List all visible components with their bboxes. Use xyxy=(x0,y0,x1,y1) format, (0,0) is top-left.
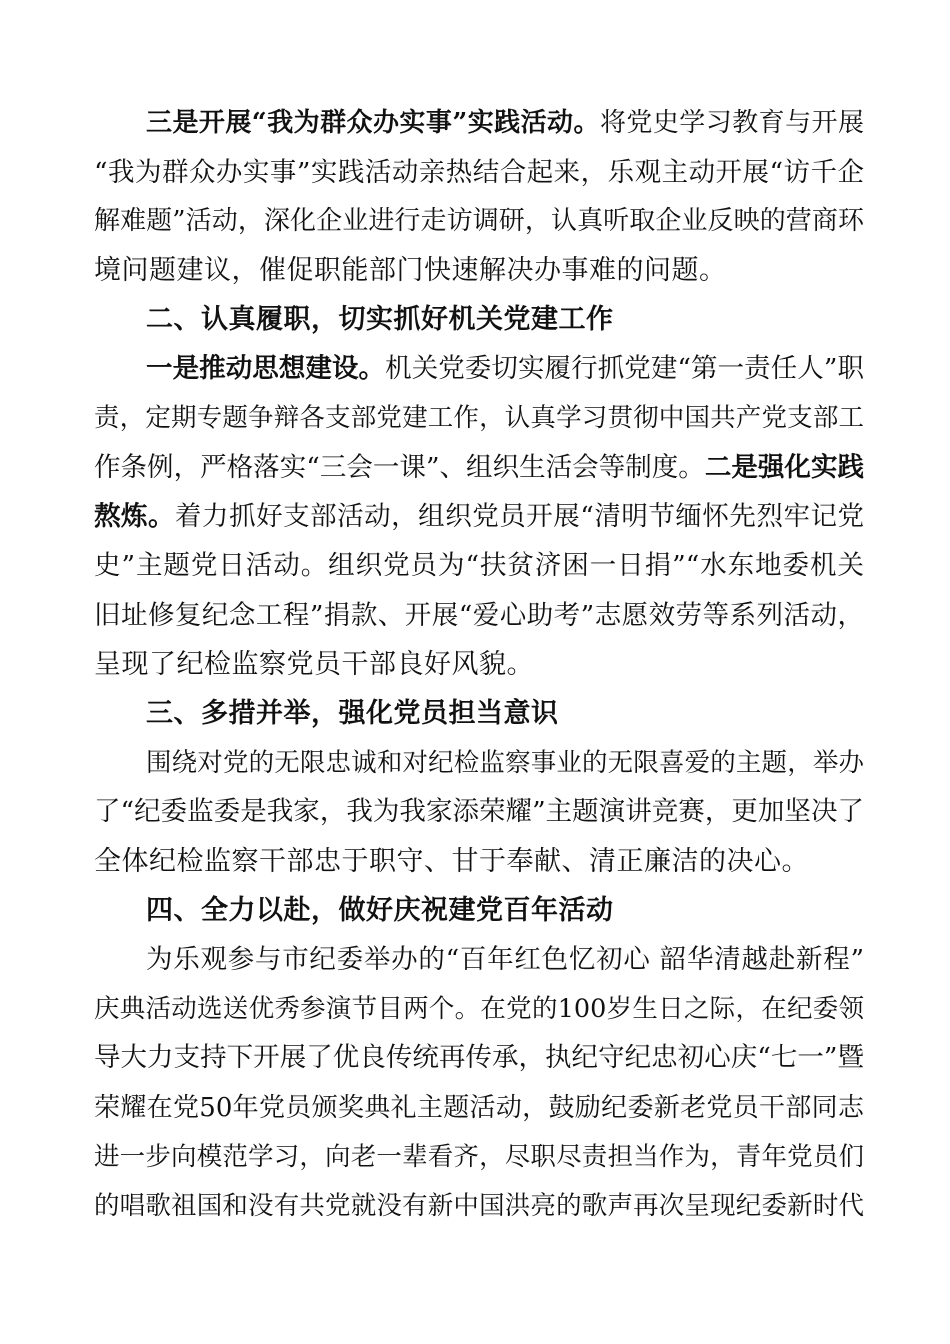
text-run: 机关党委切实履行抓党建“第一责任人”职 xyxy=(385,353,864,384)
paragraph-line: 史”主题党日活动。组织党员为“扶贫济困一日捐”“水东地委机关 xyxy=(94,550,864,581)
paragraph-line xyxy=(146,352,864,386)
paragraph-line: 呈现了纪检监察党员干部良好风貌。 xyxy=(94,649,534,680)
paragraph-line: 荣耀在党50年党员颁奖典礼主题活动，鼓励纪委新老党员干部同志 xyxy=(94,1093,864,1123)
paragraph-line xyxy=(146,106,864,140)
paragraph-line xyxy=(94,500,864,534)
section-heading: 三、多措并举，强化党员担当意识 xyxy=(146,698,559,729)
text-run: 将党史学习教育与开展 xyxy=(599,108,864,138)
paragraph-line xyxy=(94,451,864,485)
paragraph-line: “我为群众办实事”实践活动亲热结合起来，乐观主动开展“访千企 xyxy=(94,157,864,188)
text-run: 着力抓好支部活动，组织党员开展“清明节缅怀先烈牢记党 xyxy=(175,501,864,532)
paragraph-line: 解难题”活动，深化企业进行走访调研，认真听取企业反映的营商环 xyxy=(94,206,864,236)
section-heading: 二、认真履职，切实抓好机关党建工作 xyxy=(146,304,614,335)
bold-lead: 熬炼。 xyxy=(94,501,176,532)
paragraph-line: 了“纪委监委是我家，我为我家添荣耀”主题演讲竞赛，更加坚决了 xyxy=(94,796,864,827)
paragraph-line: 为乐观参与市纪委举办的“百年红色忆初心 韶华清越赴新程” xyxy=(146,944,864,975)
paragraph-line: 全体纪检监察干部忠于职守、甘于奉献、清正廉洁的决心。 xyxy=(94,846,809,877)
paragraph-line: 导大力支持下开展了优良传统再传承，执纪守纪忠初心庆“七一”暨 xyxy=(94,1042,864,1073)
text-run: 作条例，严格落实“三会一课”、组织生活会等制度。 xyxy=(94,452,705,483)
paragraph-line: 进一步向模范学习，向老一辈看齐，尽职尽责担当作为，青年党员们 xyxy=(94,1142,864,1172)
paragraph-line: 旧址修复纪念工程”捐款、开展“爱心助考”志愿效劳等系列活动， xyxy=(94,600,864,631)
paragraph-line: 的唱歌祖国和没有共党就没有新中国洪亮的歌声再次呈现纪委新时代 xyxy=(94,1191,864,1221)
paragraph-line: 围绕对党的无限忠诚和对纪检监察事业的无限喜爱的主题，举办 xyxy=(146,748,864,778)
paragraph-line: 庆典活动选送优秀参演节目两个。在党的100岁生日之际，在纪委领 xyxy=(94,994,864,1024)
section-heading: 四、全力以赴，做好庆祝建党百年活动 xyxy=(146,895,614,926)
bold-lead: 三是开展“我为群众办实事”实践活动。 xyxy=(146,108,600,138)
bold-lead: 一是推动思想建设。 xyxy=(146,353,386,384)
paragraph-line: 责，定期专题争辩各支部党建工作，认真学习贯彻中国共产党支部工 xyxy=(94,403,864,433)
bold-lead: 二是强化实践 xyxy=(704,452,864,483)
paragraph-line: 境问题建议，催促职能部门快速解决办事难的问题。 xyxy=(94,255,727,286)
